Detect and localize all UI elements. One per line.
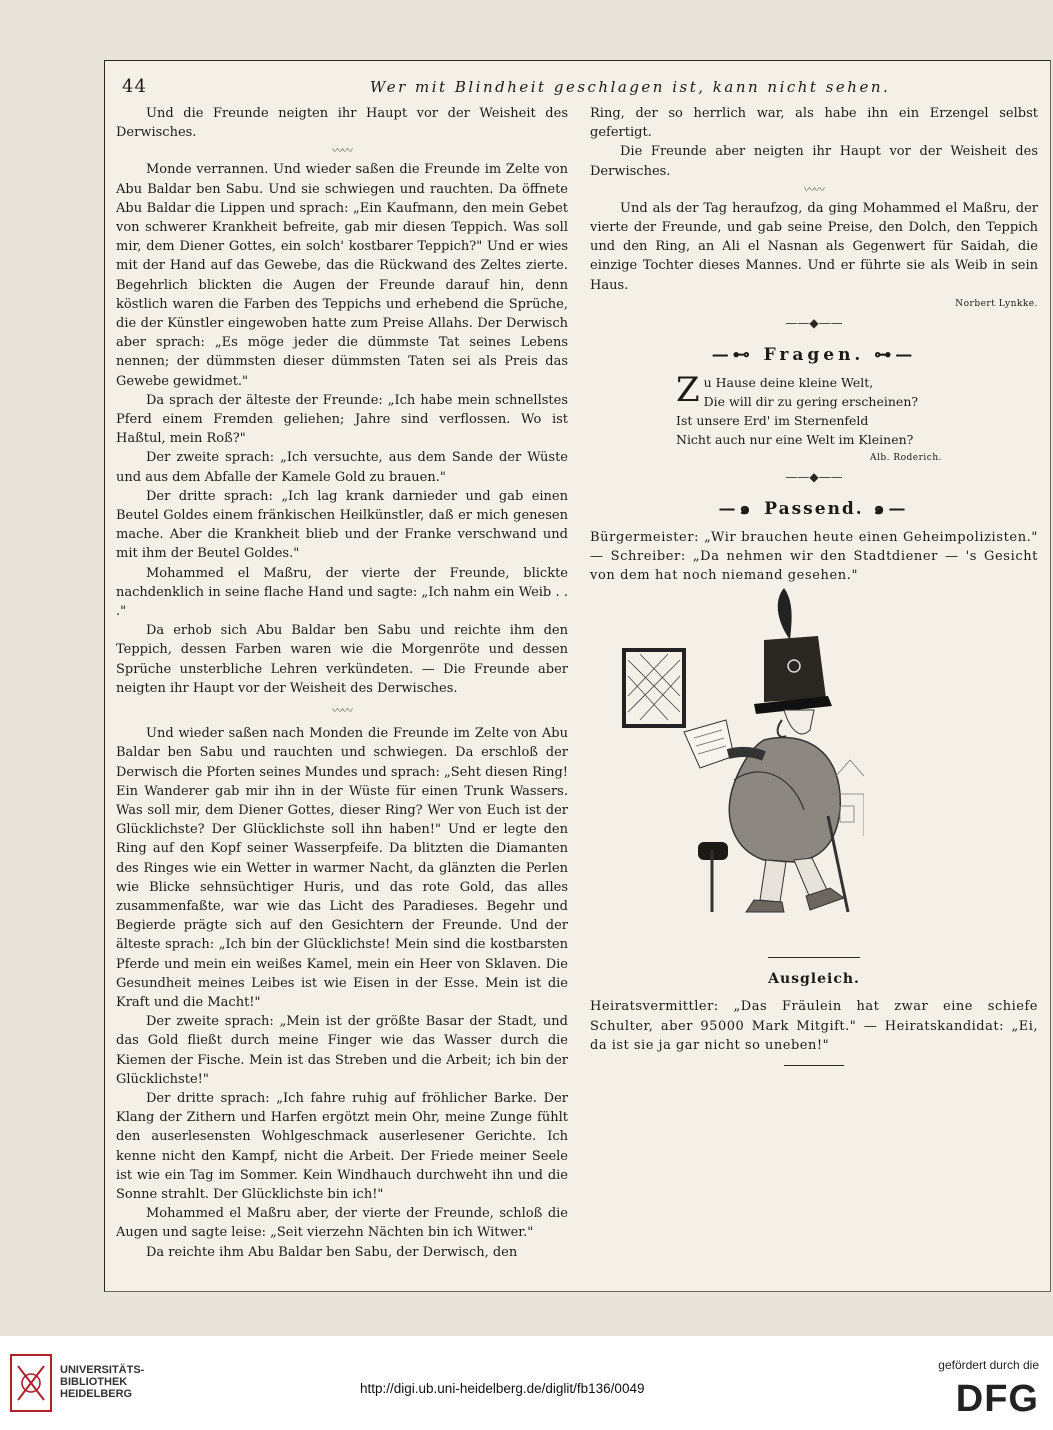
divider-rule	[784, 1065, 844, 1066]
paragraph: Da erhob sich Abu Baldar ben Sabu und reichte ihm den Teppich, dessen Farben waren wie die Morgenröte und dessen Sprüche unsterbliche Lehren verkündeten. — Die Freunde aber neigten ihr Haupt vor der Weisheit des Derwisches.	[116, 623, 568, 696]
ornament-rule: ——◆——	[785, 470, 843, 485]
paragraph: Und die Freunde neigten ihr Haupt vor der Weisheit des Derwisches.	[116, 106, 568, 141]
poem-line: Die will dir zu gering erscheinen?	[703, 394, 919, 410]
ornament-icon: ⊶—	[864, 345, 917, 366]
ornament-icon: —⊷	[711, 345, 764, 366]
paragraph: Da sprach der älteste der Freunde: „Ich habe mein schnellstes Pferd einem Fremden geliehen; Jahre sind verflossen. Wo ist Haßtul, mein Roß?"	[116, 392, 568, 447]
paragraph: Monde verrannen. Und wieder saßen die Freunde im Zelte von Abu Baldar ben Sabu. Und sie schwiegen und rauchten. Da öffnete Abu Baldar die Lippen und sprach: „Ein Kaufmann, den mein Gebet von schwerer Krankheit befreite, gab mir diesen Teppich. Was soll mir, dem Diener Gottes, ein solch' kostbarer Teppich?" Und er wies mit der Hand auf das Gewebe, das die Rückwand des Zeltes zierte. Begehrlich blickten die Augen der Freunde darauf hin, denn köstlich waren die Farben des Teppichs und erhebend die Sprüche, die der Künstler eingewoben hatte zum Preise Allahs. Der Derwisch aber sprach: „Es möge jeder die dümmste Tat seines Lebens nennen; der dümmsten dieser dümmsten Taten sei als Preis das Gewebe gewidmet."	[116, 162, 568, 389]
ornament-icon: ๑—	[863, 499, 910, 520]
paragraph: Die Freunde aber neigten ihr Haupt vor der Weisheit des Derwisches.	[590, 144, 1038, 179]
author-credit: Norbert Lynkke.	[955, 298, 1038, 309]
running-title: Wer mit Blindheit geschlagen ist, kann nicht sehen.	[370, 78, 891, 96]
paragraph: Der zweite sprach: „Ich versuchte, aus dem Sande der Wüste und aus dem Abfalle der Kamele Gold zu brauen."	[116, 450, 568, 485]
paragraph: Und wieder saßen nach Monden die Freunde im Zelte von Abu Baldar ben Sabu und rauchten und schwiegen. Da erschloß der Derwisch die Pforten seines Mundes und sprach: „Seht diesen Ring! Ein Wanderer gab mir ihn in der Wüste für einen Trunk Wassers. Was soll mir, dem Diener Gottes, dieser Ring? Wer von Euch ist der Glücklichste? Der Glücklichste soll ihn haben!" Und er legte den Ring auf den Kopf seiner Wasserpfeife. Da blitzten die Diamanten des Ringes wie ein Wetter in warmer Nacht, da glänzten die Perlen wie Blicke sehnsüchtiger Huris, und das rote Gold, das alles zusammenfaßte, war wie das Licht des Paradieses. Begehr und Begierde prägte sich auf den Gesichtern der Freunde. Und der älteste sprach: „Ich bin der Glücklichste! Mein sind die kostbarsten Pferde und mein ein weißes Kamel, mein ein Heer von Sklaven. Die Gesundheit meines Leibes ist wie Eisen in der Esse. Mein ist die Kraft und die Macht!"	[116, 726, 568, 1010]
paragraph: Der dritte sprach: „Ich lag krank darnieder und gab einen Beutel Goldes einem fränkischen Heilkünstler, daß er mich genesen mache. Aber die Krankheit blieb und der Franke verschwand und mit ihm der Beutel Goldes."	[116, 488, 568, 562]
left-column	[116, 104, 568, 1262]
poem-line: Ist unsere Erd' im Sternenfeld	[676, 413, 869, 429]
footer-bar	[0, 1336, 1053, 1430]
poem	[676, 370, 1038, 449]
paragraph: Der dritte sprach: „Ich fahre ruhig auf fröhlicher Barke. Der Klang der Zithern und Harfen ergötzt mein Ohr, meine Zunge fühlt den auserlesensten Wohlgeschmack auserlesener Gerichte. Ich kenne nicht den Kampf, nicht die Arbeit. Der Friede meiner Seele ist wie ein Tag im Sommer. Kein Windhauch durchweht ihn und die Sonne strahlt. Der Glücklichste bin ich!"	[116, 1090, 568, 1202]
page-number: 44	[122, 76, 147, 97]
wavy-divider: 〰〰	[804, 182, 824, 196]
joke-text: Heiratsvermittler: „Das Fräulein hat zwar eine schiefe Schulter, aber 95000 Mark Mitgift." — Heiratskandidat: „Ei, da ist sie ja gar nicht so uneben!"	[590, 999, 1038, 1053]
paragraph: Mohammed el Maßru aber, der vierte der Freunde, schloß die Augen und sagte leise: „Seit vierzehn Nächten bin ich Witwer."	[116, 1206, 568, 1241]
illustration-soldier-reading-notice-icon	[614, 580, 864, 920]
poem-line: u Hause deine kleine Welt,	[703, 375, 874, 391]
source-link[interactable]: http://digi.ub.uni-heidelberg.de/diglit/fb136/0049	[360, 1381, 645, 1396]
poem-line: Nicht auch nur eine Welt im Kleinen?	[676, 432, 914, 448]
wavy-divider: 〰〰	[332, 144, 352, 158]
paragraph: Und als der Tag heraufzog, da ging Mohammed el Maßru, der vierte der Freunde, und gab seine Preise, den Dolch, den Teppich und den Ring, an Ali el Nasnan als Gegenwert für Saidah, die einzige Tochter dieses Mannes. Und er führte sie als Weib in sein Haus.	[590, 200, 1038, 293]
institution-name: UNIVERSITÄTS- BIBLIOTHEK HEIDELBERG	[60, 1364, 145, 1400]
section-title-fragen: —⊷ Fragen. ⊶—	[711, 345, 917, 366]
section-title-ausgleich: Ausgleich.	[768, 971, 860, 988]
paragraph: Mohammed el Maßru, der vierte der Freunde, blickte nachdenklich in seine flache Hand und sagte: „Ich nahm ein Weib . . ."	[116, 565, 568, 620]
author-credit: Alb. Roderich.	[869, 453, 942, 464]
paragraph: Ring, der so herrlich war, als habe ihn ein Erzengel selbst gefertigt.	[590, 106, 1038, 141]
funding-label: gefördert durch die	[938, 1358, 1039, 1372]
paragraph: Da reichte ihm Abu Baldar ben Sabu, der Derwisch, den	[146, 1244, 518, 1260]
paragraph: Der zweite sprach: „Mein ist der größte Basar der Stadt, und das Gold fließt durch meine Finger wie das Wasser durch die Kiemen der Fische. Mein ist das Streben und die Arbeit; ich bin der Glücklichste!"	[116, 1014, 568, 1087]
wavy-divider: 〰〰	[332, 704, 352, 718]
joke-text: Bürgermeister: „Wir brauchen heute einen Geheimpolizisten." — Schreiber: „Da nehmen wir den Stadtdiener — 's Gesicht von dem hat noch niemand gesehen."	[590, 529, 1038, 584]
university-seal-icon	[10, 1354, 52, 1412]
dfg-logo: DFG	[955, 1378, 1039, 1420]
ornament-icon: —๑	[718, 499, 765, 520]
section-title-passend: —๑ Passend. ๑—	[718, 499, 910, 520]
ornament-rule: ——◆——	[785, 316, 843, 331]
drop-cap: Z	[676, 370, 700, 411]
